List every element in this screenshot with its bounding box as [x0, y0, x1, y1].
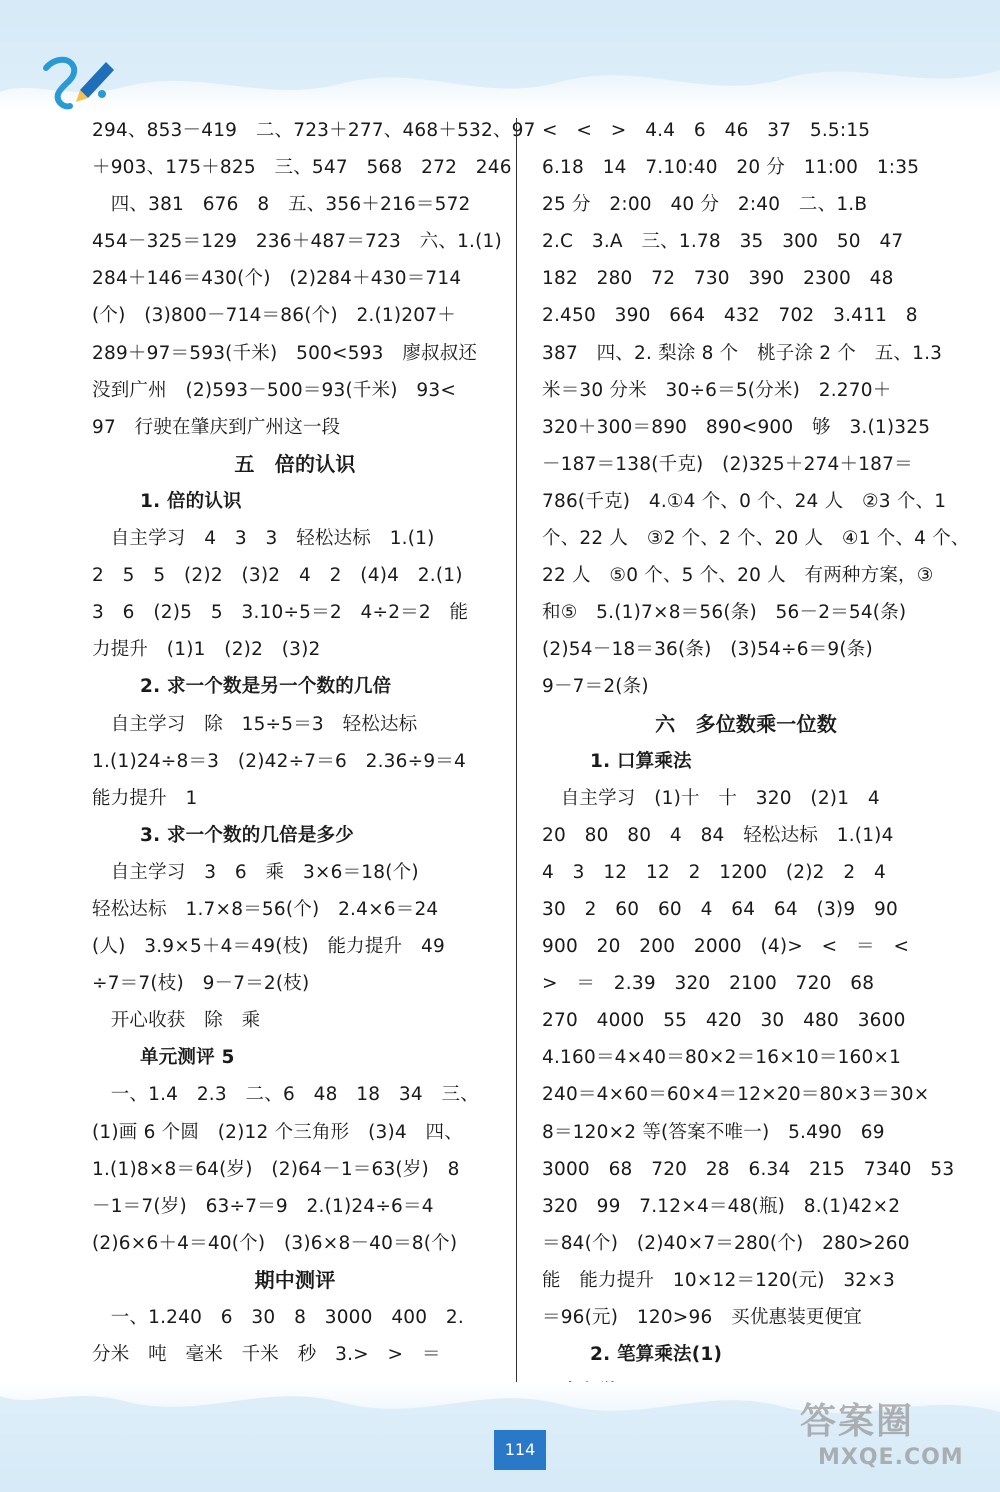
section-heading: 单元测评 5 — [140, 1047, 235, 1069]
answer-line: 四、381 676 8 五、356＋216＝572 — [92, 194, 471, 216]
answer-line: 能 能力提升 10×12＝120(元) 32×3 — [542, 1269, 895, 1291]
answer-line: －1＝7(岁) 63÷7＝9 2.(1)24÷6＝4 — [92, 1195, 434, 1217]
answer-line: 900 20 200 2000 (4)> < ＝ < — [542, 936, 910, 958]
answer-line: 4 3 12 12 2 1200 (2)2 2 4 — [542, 861, 886, 883]
answer-line: 一、1.240 6 30 8 3000 400 2. — [92, 1307, 464, 1328]
answer-line: 自主学习 除 15÷5＝3 轻松达标 — [92, 713, 418, 735]
answer-line: 个、22 人 ③2 个、2 个、20 人 ④1 个、4 个、 — [542, 528, 970, 550]
answer-line: 分米 吨 毫米 千米 秒 3.> > ＝ — [92, 1344, 441, 1366]
answer-line: 力提升 (1)1 (2)2 (3)2 — [92, 639, 321, 661]
answer-line: 289＋97＝593(千米) 500<593 廖叔叔还 — [92, 342, 478, 364]
answer-line: 454－325＝129 236＋487＝723 六、1.(1) — [92, 231, 502, 253]
section-heading: 1. 倍的认识 — [140, 490, 242, 512]
answer-line: 能力提升 1 — [92, 787, 198, 809]
answer-line: 6.18 14 7.10:40 20 分 11:00 1:35 — [542, 157, 920, 179]
answer-line: 3000 68 720 28 6.34 215 7340 53 — [542, 1158, 955, 1180]
answer-line: (2)54－18＝36(条) (3)54÷6＝9(条) — [542, 639, 873, 661]
section-heading: 2. 笔算乘法(1) — [590, 1344, 723, 1366]
pencil-logo-icon — [40, 50, 120, 112]
answer-line: 3 6 (2)5 5 3.10÷5＝2 4÷2＝2 能 — [92, 602, 469, 624]
answer-line: 1.(1)8×8＝64(岁) (2)64－1＝63(岁) 8 — [92, 1158, 460, 1180]
chapter-heading: 期中测评 — [254, 1267, 336, 1292]
watermark-title: 答案圈 — [800, 1401, 915, 1442]
answer-line: 25 分 2:00 40 分 2:40 二、1.B — [542, 194, 868, 216]
answer-line: < < > 4.4 6 46 37 5.5:15 — [542, 120, 871, 141]
answer-line: 182 280 72 730 390 2300 48 — [542, 268, 894, 290]
watermark — [800, 1400, 990, 1482]
answer-line: 4.160＝4×40＝80×2＝16×10＝160×1 — [542, 1047, 902, 1069]
answer-line: 20 80 80 4 84 轻松达标 1.(1)4 — [542, 824, 894, 846]
answer-line: 8＝120×2 等(答案不唯一) 5.490 69 — [542, 1121, 885, 1143]
answer-line: 320＋300＝890 890<900 够 3.(1)325 — [542, 416, 931, 438]
left-column — [92, 112, 536, 1373]
answer-line: 开心收获 除 乘 — [92, 1010, 261, 1032]
top-wave-shape — [0, 0, 1000, 110]
top-decorative-band — [0, 0, 1000, 110]
answer-line: 1.(1)24÷8＝3 (2)42÷7＝6 2.36÷9＝4 — [92, 750, 466, 772]
answer-line: > ＝ 2.39 320 2100 720 68 — [542, 973, 875, 995]
answer-line: 9－7＝2(条) — [542, 676, 649, 698]
section-heading: 3. 求一个数的几倍是多少 — [140, 824, 354, 846]
answer-line: (个) (3)800－714＝86(个) 2.(1)207＋ — [92, 305, 456, 327]
answer-line: 自主学习 4 3 3 轻松达标 1.(1) — [92, 528, 435, 550]
answer-line: 294、853－419 二、723＋277、468＋532、97 — [92, 120, 536, 141]
answer-line: ＝84(个) (2)40×7＝280(个) 280>260 — [542, 1232, 910, 1254]
section-heading: 2. 求一个数是另一个数的几倍 — [140, 676, 392, 698]
answer-line: 一、1.4 2.3 二、6 48 18 34 三、 — [92, 1084, 479, 1106]
answer-line: －187＝138(千克) (2)325＋274＋187＝ — [542, 453, 913, 475]
chapter-heading: 六 多位数乘一位数 — [655, 711, 837, 736]
answer-line: 2.450 390 664 432 702 3.411 8 — [542, 305, 918, 327]
answer-line: 270 4000 55 420 30 480 3600 — [542, 1010, 906, 1032]
answer-line: (2)6×6＋4＝40(个) (3)6×8－40＝8(个) — [92, 1232, 458, 1254]
answer-line: 320 99 7.12×4＝48(瓶) 8.(1)42×2 — [542, 1195, 901, 1217]
answer-line: ÷7＝7(枝) 9－7＝2(枝) — [92, 973, 310, 995]
answer-line: 786(千克) 4.①4 个、0 个、24 人 ②3 个、1 — [542, 490, 947, 512]
answer-line: 米＝30 分米 30÷6＝5(分米) 2.270＋ — [542, 379, 892, 401]
answer-line: 22 人 ⑤0 个、5 个、20 人 有两种方案，③ — [542, 565, 934, 587]
answer-line: 2.C 3.A 三、1.78 35 300 50 47 — [542, 231, 904, 253]
answer-line: 284＋146＝430(个) (2)284＋430＝714 — [92, 268, 462, 290]
answer-line: 自主学习 3 6 乘 3×6＝18(个) — [92, 861, 419, 883]
answer-line: 240＝4×60＝60×4＝12×20＝80×3＝30× — [542, 1084, 930, 1106]
page-number: 114 — [494, 1430, 546, 1470]
answer-line: (人) 3.9×5＋4＝49(枝) 能力提升 49 — [92, 936, 445, 958]
section-heading: 1. 口算乘法 — [590, 750, 692, 772]
answer-line: (1)画 6 个圆 (2)12 个三角形 (3)4 四、 — [92, 1121, 463, 1143]
answer-line: 自主学习 (1)十 十 320 (2)1 4 — [542, 787, 880, 809]
answer-line: 2 5 5 (2)2 (3)2 4 2 (4)4 2.(1) — [92, 565, 463, 587]
answer-line: 97 行驶在肇庆到广州这一段 — [92, 416, 341, 438]
answer-line: 没到广州 (2)593－500＝93(千米) 93< — [92, 379, 457, 401]
answer-line: 387 四、2. 梨涂 8 个 桃子涂 2 个 五、1.3 — [542, 342, 943, 364]
watermark-url: MXQE.COM — [818, 1445, 964, 1470]
answer-line: 30 2 60 60 4 64 64 (3)9 90 — [542, 898, 898, 920]
chapter-heading: 五 倍的认识 — [234, 451, 356, 476]
column-divider — [516, 118, 517, 1388]
right-column — [542, 112, 970, 1410]
answer-line: ＝96(元) 120>96 买优惠装更便宜 — [542, 1307, 863, 1328]
answer-line: 轻松达标 1.7×8＝56(个) 2.4×6＝24 — [92, 898, 439, 920]
answer-line: ＋903、175＋825 三、547 568 272 246 — [92, 157, 512, 179]
answer-line: 和⑤ 5.(1)7×8＝56(条) 56－2＝54(条) — [542, 602, 907, 624]
